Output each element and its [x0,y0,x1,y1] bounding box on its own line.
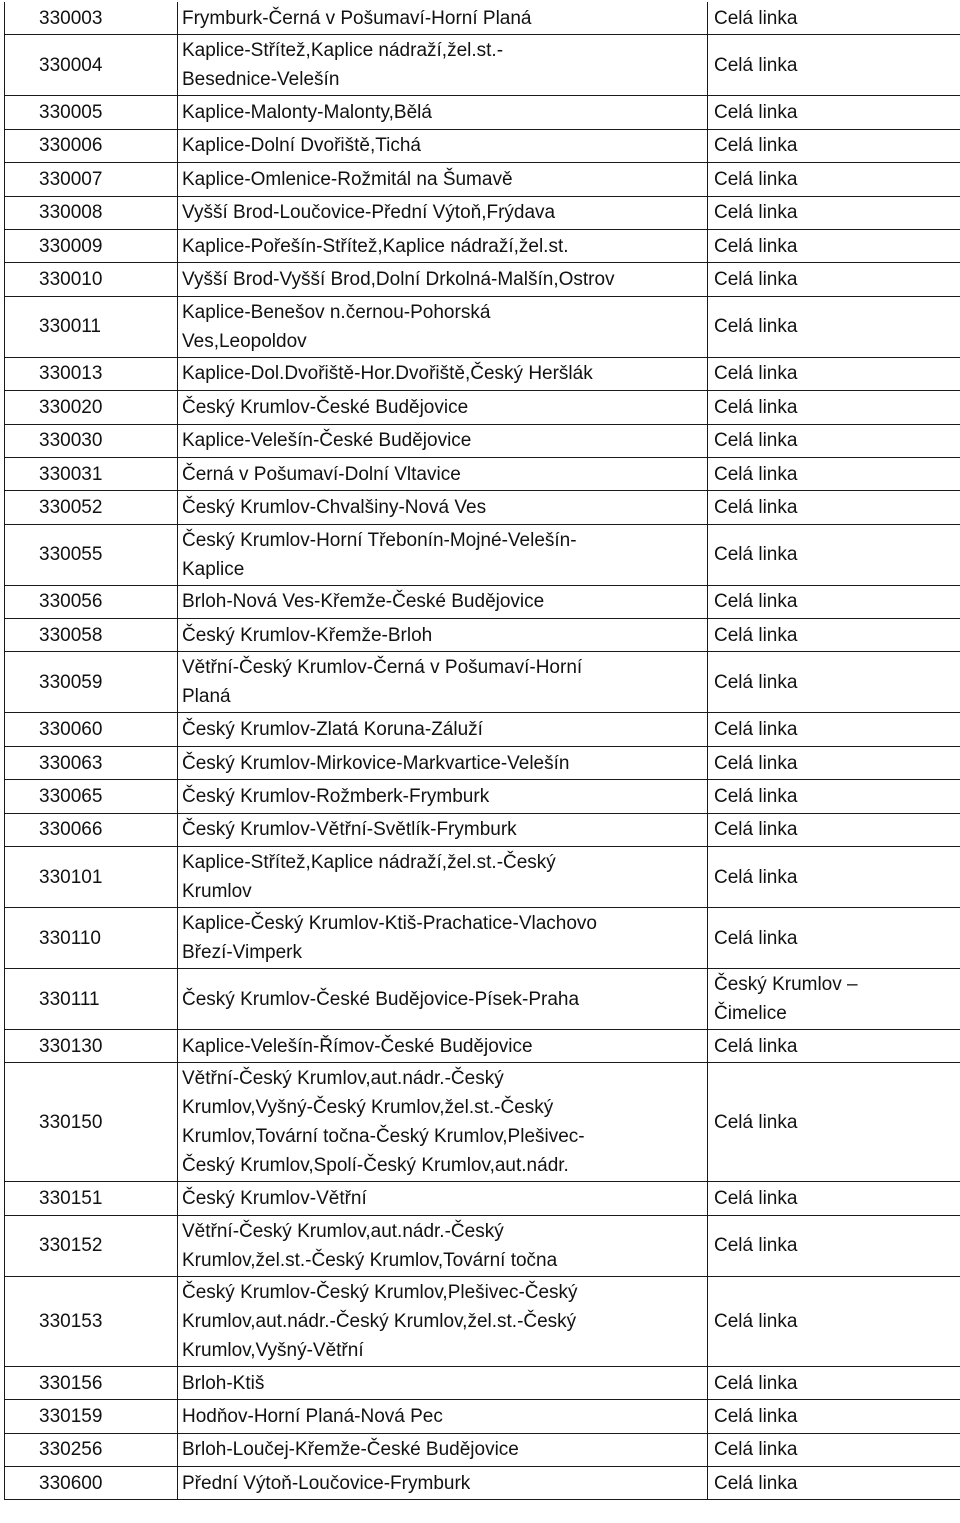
route-text: Kaplice-Dol.Dvořiště-Hor.Dvořiště,Český Heršlák [182,363,593,385]
validity-text: Celá linka [714,269,798,291]
route-cell [178,357,708,390]
validity-cell [708,2,960,35]
validity-cell [708,129,960,162]
validity-text: Celá linka [714,1111,798,1133]
validity-cell [708,524,960,585]
route-text: Kaplice-Pořešín-Střítež,Kaplice nádraží,žel.st. [182,235,569,257]
route-cell [178,1030,708,1063]
table-row [5,1215,960,1276]
route-cell [178,457,708,490]
validity-text: Celá linka [714,866,798,888]
route-text: Přední Výtoň-Loučovice-Frymburk [182,1472,471,1494]
validity-cell [708,652,960,713]
line-number-cell: 330066 [5,813,178,846]
route-text: Český Krumlov-Český Krumlov,Plešivec-Český Krumlov,aut.nádr.-Český Krumlov,žel.st.-Český Krumlov,Vyšný-Větřní [182,1281,578,1361]
validity-text: Celá linka [714,363,798,385]
table-row [5,96,960,129]
validity-text: Celá linka [714,752,798,774]
line-number-cell: 330130 [5,1030,178,1063]
route-cell [178,619,708,652]
validity-text: Celá linka [714,168,798,190]
validity-cell [708,1366,960,1399]
validity-text: Celá linka [714,202,798,224]
route-cell [178,713,708,746]
route-cell [178,524,708,585]
route-cell [178,229,708,262]
route-cell [178,1063,708,1182]
table-row [5,196,960,229]
validity-text: Český Krumlov – Čimelice [714,974,858,1025]
validity-cell [708,424,960,457]
validity-text: Celá linka [714,1405,798,1427]
route-cell [178,1433,708,1466]
route-text: Frymburk-Černá v Pošumaví-Horní Planá [182,7,532,29]
line-number-cell: 330008 [5,196,178,229]
route-text: Český Krumlov-Větřní-Světlík-Frymburk [182,819,517,841]
validity-cell [708,96,960,129]
table-row [5,908,960,969]
line-number-cell: 330150 [5,1063,178,1182]
validity-cell [708,357,960,390]
route-text: Kaplice-Velešín-Římov-České Budějovice [182,1035,533,1057]
route-text: Černá v Pošumaví-Dolní Vltavice [182,463,461,485]
validity-cell [708,163,960,196]
line-number-cell: 330005 [5,96,178,129]
table-row [5,229,960,262]
line-number-cell: 330010 [5,263,178,296]
validity-cell [708,619,960,652]
validity-text: Celá linka [714,819,798,841]
route-text: Český Krumlov-Zlatá Koruna-Záluží [182,719,483,741]
validity-text: Celá linka [714,316,798,338]
table-row [5,1063,960,1182]
route-cell [178,969,708,1030]
route-cell [178,2,708,35]
line-number-cell: 330009 [5,229,178,262]
route-cell [178,1466,708,1499]
table-row [5,969,960,1030]
validity-cell [708,813,960,846]
validity-cell [708,35,960,96]
table-row [5,2,960,35]
line-number-cell: 330004 [5,35,178,96]
line-number-cell: 330101 [5,847,178,908]
route-text: Kaplice-Benešov n.černou-Pohorská Ves,Leopoldov [182,301,491,352]
validity-text: Celá linka [714,1035,798,1057]
table-row [5,1466,960,1499]
validity-cell [708,847,960,908]
routes-table-body [5,2,960,1500]
validity-text: Celá linka [714,135,798,157]
validity-cell [708,746,960,779]
validity-text: Celá linka [714,7,798,29]
validity-text: Celá linka [714,1472,798,1494]
table-row [5,713,960,746]
table-row [5,457,960,490]
route-text: Kaplice-Omlenice-Rožmitál na Šumavě [182,168,513,190]
route-text: Vyšší Brod-Vyšší Brod,Dolní Drkolná-Malšín,Ostrov [182,269,615,291]
route-cell [178,491,708,524]
route-text: Český Krumlov-Chvalšiny-Nová Ves [182,496,487,518]
line-number-cell: 330152 [5,1215,178,1276]
route-text: Kaplice-Střítež,Kaplice nádraží,žel.st.-Český Krumlov [182,852,556,903]
line-number-cell: 330110 [5,908,178,969]
validity-text: Celá linka [714,591,798,613]
validity-text: Celá linka [714,544,798,566]
validity-text: Celá linka [714,102,798,124]
validity-cell [708,1433,960,1466]
validity-cell [708,263,960,296]
table-row [5,35,960,96]
line-number-cell: 330065 [5,780,178,813]
validity-text: Celá linka [714,1372,798,1394]
table-row [5,619,960,652]
line-number-cell: 330011 [5,296,178,357]
line-number-cell: 330030 [5,424,178,457]
validity-text: Celá linka [714,1310,798,1332]
validity-text: Celá linka [714,463,798,485]
route-text: Kaplice-Střítež,Kaplice nádraží,žel.st.-Besednice-Velešín [182,40,504,91]
validity-text: Celá linka [714,1439,798,1461]
route-text: Brloh-Loučej-Křemže-České Budějovice [182,1439,519,1461]
table-row [5,1276,960,1366]
table-row [5,813,960,846]
line-number-cell: 330058 [5,619,178,652]
route-text: Brloh-Ktiš [182,1372,265,1394]
table-row [5,585,960,618]
route-cell [178,296,708,357]
validity-cell [708,969,960,1030]
route-text: Český Krumlov-Horní Třebonín-Mojné-Velešín-Kaplice [182,529,577,580]
route-cell [178,35,708,96]
validity-text: Celá linka [714,430,798,452]
line-number-cell: 330056 [5,585,178,618]
table-row [5,296,960,357]
route-cell [178,652,708,713]
route-cell [178,585,708,618]
table-row [5,746,960,779]
table-row [5,847,960,908]
table-row [5,1366,960,1399]
route-cell [178,1366,708,1399]
validity-text: Celá linka [714,719,798,741]
table-row [5,491,960,524]
validity-cell [708,1182,960,1215]
table-row [5,263,960,296]
route-cell [178,746,708,779]
route-cell [178,391,708,424]
line-number-cell: 330060 [5,713,178,746]
line-number-cell: 330055 [5,524,178,585]
route-cell [178,847,708,908]
line-number-cell: 330063 [5,746,178,779]
route-cell [178,1215,708,1276]
route-cell [178,196,708,229]
table-row [5,391,960,424]
table-row [5,1433,960,1466]
line-number-cell: 330111 [5,969,178,1030]
line-number-cell: 330031 [5,457,178,490]
route-text: Vyšší Brod-Loučovice-Přední Výtoň,Frýdava [182,202,556,224]
table-row [5,163,960,196]
validity-text: Celá linka [714,624,798,646]
route-cell [178,163,708,196]
validity-cell [708,1063,960,1182]
route-text: Brloh-Nová Ves-Křemže-České Budějovice [182,591,545,613]
route-text: Kaplice-Český Krumlov-Ktiš-Prachatice-Vlachovo Březí-Vimperk [182,913,597,964]
line-number-cell: 330003 [5,2,178,35]
validity-text: Celá linka [714,235,798,257]
route-cell [178,263,708,296]
validity-cell [708,585,960,618]
route-text: Český Krumlov-Křemže-Brloh [182,624,433,646]
table-row [5,652,960,713]
route-cell [178,129,708,162]
line-number-cell: 330256 [5,1433,178,1466]
table-row [5,1400,960,1433]
validity-text: Celá linka [714,785,798,807]
route-text: Kaplice-Dolní Dvořiště,Tichá [182,135,421,157]
route-cell [178,1182,708,1215]
route-text: Větřní-Český Krumlov,aut.nádr.-Český Krumlov,žel.st.-Český Krumlov,Tovární točna [182,1220,558,1271]
line-number-cell: 330156 [5,1366,178,1399]
route-text: Větřní-Český Krumlov-Černá v Pošumaví-Horní Planá [182,657,583,708]
validity-cell [708,908,960,969]
route-text: Český Krumlov-Mirkovice-Markvartice-Velešín [182,752,570,774]
table-row [5,129,960,162]
validity-text: Celá linka [714,396,798,418]
route-text: Český Krumlov-Rožmberk-Frymburk [182,785,490,807]
route-cell [178,908,708,969]
validity-cell [708,391,960,424]
validity-text: Celá linka [714,1188,798,1210]
validity-cell [708,457,960,490]
validity-text: Celá linka [714,54,798,76]
table-row [5,1030,960,1063]
validity-cell [708,1400,960,1433]
line-number-cell: 330159 [5,1400,178,1433]
line-number-cell: 330059 [5,652,178,713]
table-row [5,357,960,390]
validity-cell [708,229,960,262]
route-text: Kaplice-Velešín-České Budějovice [182,430,472,452]
validity-text: Celá linka [714,1235,798,1257]
table-row [5,524,960,585]
route-cell [178,813,708,846]
route-text: Český Krumlov-České Budějovice-Písek-Praha [182,988,580,1010]
validity-text: Celá linka [714,927,798,949]
route-text: Kaplice-Malonty-Malonty,Bělá [182,102,432,124]
line-number-cell: 330600 [5,1466,178,1499]
validity-cell [708,196,960,229]
validity-cell [708,780,960,813]
line-number-cell: 330007 [5,163,178,196]
validity-text: Celá linka [714,671,798,693]
route-cell [178,1400,708,1433]
line-number-cell: 330020 [5,391,178,424]
validity-cell [708,296,960,357]
validity-cell [708,1276,960,1366]
validity-cell [708,1030,960,1063]
route-cell [178,780,708,813]
validity-cell [708,713,960,746]
table-row [5,424,960,457]
route-text: Větřní-Český Krumlov,aut.nádr.-Český Krumlov,Vyšný-Český Krumlov,žel.st.-Český Krumlov,Tovární točna-Český Krumlov,Plešivec-Český Krumlov,Spolí-Český Krumlov,aut.nádr. [182,1068,585,1177]
route-cell [178,96,708,129]
validity-cell [708,1215,960,1276]
route-cell [178,424,708,457]
line-number-cell: 330006 [5,129,178,162]
validity-text: Celá linka [714,496,798,518]
table-row [5,780,960,813]
validity-cell [708,1466,960,1499]
validity-cell [708,491,960,524]
bus-routes-table [4,2,960,1500]
route-text: Český Krumlov-Větřní [182,1188,367,1210]
line-number-cell: 330013 [5,357,178,390]
line-number-cell: 330052 [5,491,178,524]
route-text: Hodňov-Horní Planá-Nová Pec [182,1405,443,1427]
route-text: Český Krumlov-České Budějovice [182,396,469,418]
line-number-cell: 330153 [5,1276,178,1366]
route-cell [178,1276,708,1366]
table-row [5,1182,960,1215]
line-number-cell: 330151 [5,1182,178,1215]
